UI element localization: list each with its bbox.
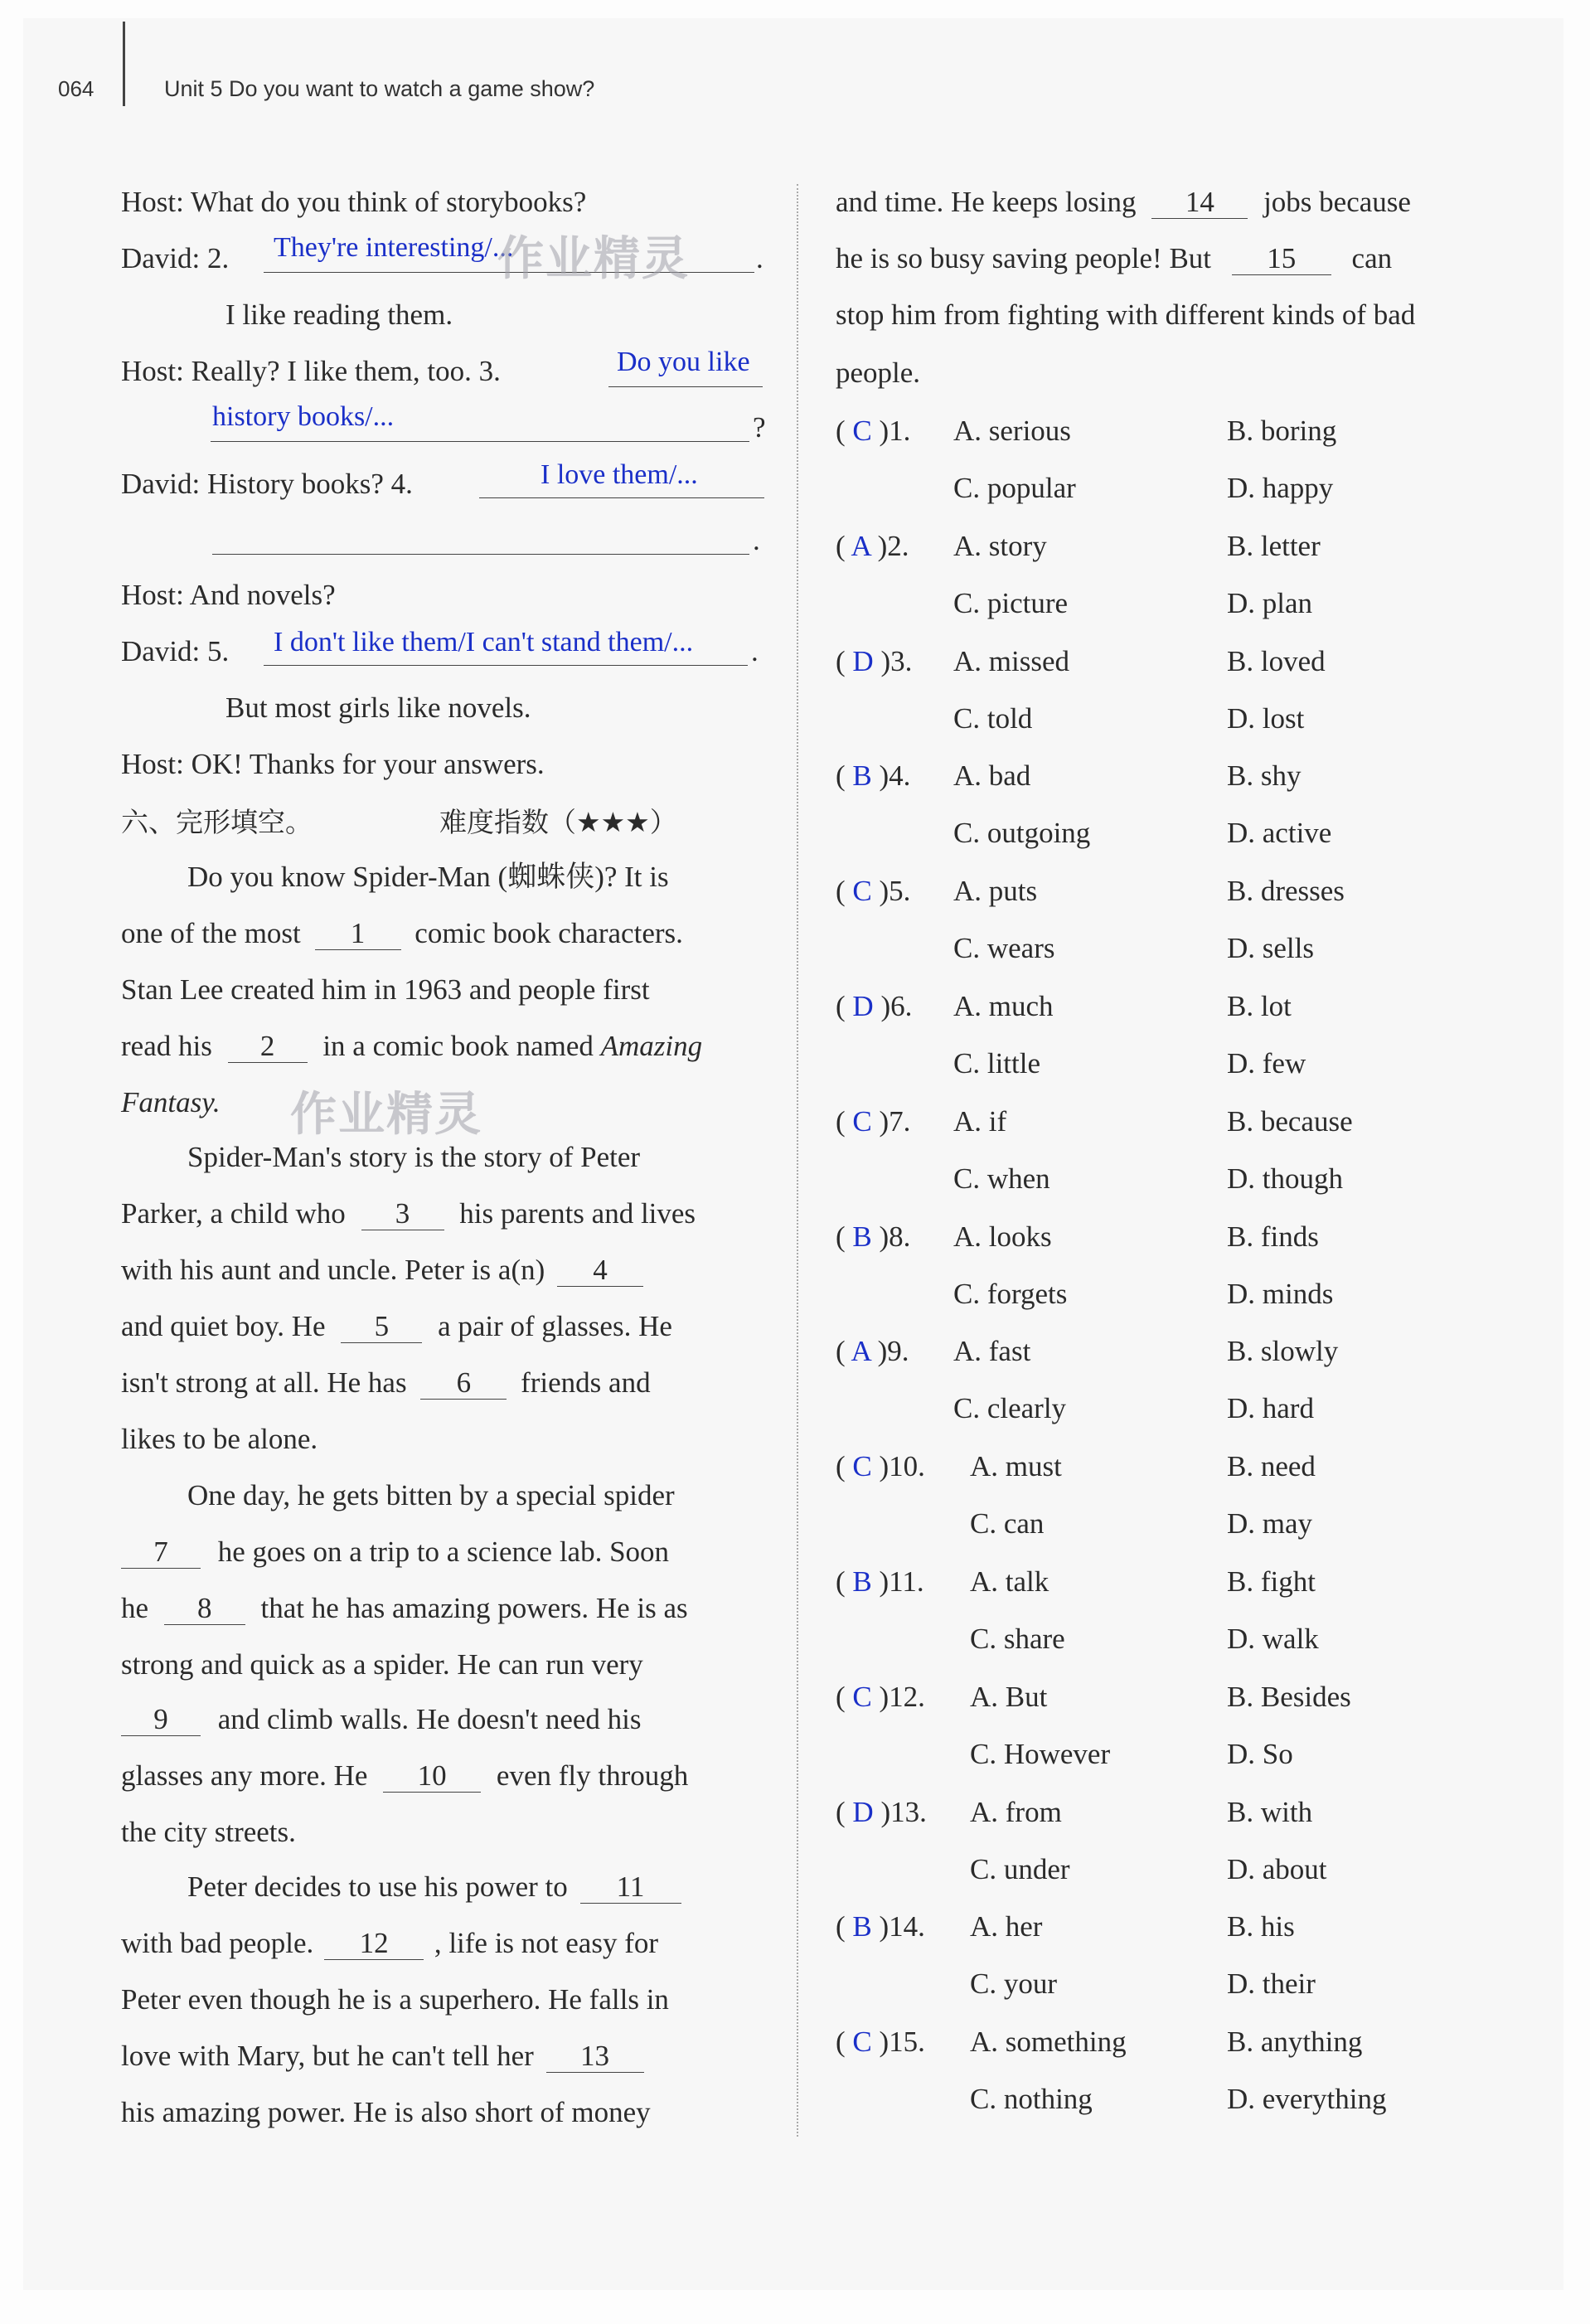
passage-line: the city streets. bbox=[121, 1816, 296, 1848]
option-d: D. about bbox=[1227, 1852, 1327, 1885]
passage-line: strong and quick as a spider. He can run very bbox=[121, 1648, 643, 1681]
option-d: D. plan bbox=[1227, 586, 1313, 619]
passage-line: read his 2 in a comic book named Amazing bbox=[121, 1030, 703, 1062]
blank-7: 7 bbox=[121, 1537, 201, 1569]
watermark: 作业精灵 bbox=[497, 232, 690, 286]
option-a: A. fast bbox=[953, 1335, 1031, 1368]
answer-3b: history books/... bbox=[212, 401, 395, 432]
question-number: ( C )15. bbox=[836, 2026, 925, 2059]
blank-12: 12 bbox=[324, 1929, 424, 1960]
period-5: . bbox=[751, 635, 759, 667]
question-answer: B bbox=[852, 1565, 872, 1598]
question-number: ( D )6. bbox=[836, 990, 913, 1022]
option-c: C. can bbox=[970, 1507, 1045, 1540]
question-answer: C bbox=[852, 1680, 872, 1713]
option-a: A. But bbox=[970, 1680, 1048, 1713]
option-d: D. their bbox=[1227, 1967, 1316, 2001]
period-4: . bbox=[753, 524, 760, 556]
option-a: A. if bbox=[953, 1104, 1007, 1138]
option-d: D. sells bbox=[1227, 932, 1314, 965]
question-answer: B bbox=[852, 759, 872, 793]
option-b: B. lot bbox=[1227, 990, 1292, 1022]
dialogue-host-novels: Host: And novels? bbox=[121, 579, 336, 611]
question-num: 11. bbox=[889, 1565, 924, 1598]
passage-line: Peter decides to use his power to 11 bbox=[187, 1872, 686, 1904]
option-a: A. missed bbox=[953, 644, 1069, 677]
question-number: ( A )9. bbox=[836, 1335, 909, 1368]
passage-line: Fantasy. bbox=[121, 1086, 221, 1118]
passage-line: One day, he gets bitten by a special spider bbox=[187, 1479, 675, 1511]
option-b: B. anything bbox=[1227, 2026, 1363, 2059]
question-number: ( C )12. bbox=[836, 1680, 925, 1713]
blank-10: 10 bbox=[383, 1761, 481, 1793]
option-a: A. from bbox=[970, 1795, 1062, 1828]
answer-4: I love them/... bbox=[541, 459, 698, 490]
question-answer: C bbox=[852, 415, 872, 447]
dialogue-david-5: David: 5. bbox=[121, 635, 230, 667]
question-num: 12. bbox=[889, 1680, 925, 1713]
option-c: C. popular bbox=[953, 472, 1076, 504]
question-answer: A bbox=[851, 1335, 870, 1368]
option-c: C. your bbox=[970, 1967, 1057, 2001]
answer-3b-line bbox=[211, 441, 749, 442]
passage-line: Spider-Man's story is the story of Peter bbox=[187, 1141, 641, 1173]
option-a: A. her bbox=[970, 1910, 1043, 1943]
passage-line: love with Mary, but he can't tell her 13 bbox=[121, 2041, 649, 2073]
option-b: B. letter bbox=[1227, 529, 1321, 562]
option-a: A. story bbox=[953, 529, 1047, 562]
question-number: ( C )7. bbox=[836, 1104, 911, 1138]
watermark: 作业精灵 bbox=[290, 1088, 482, 1142]
section-title: 六、完形填空。 bbox=[121, 806, 313, 838]
option-d: D. everything bbox=[1227, 2083, 1387, 2116]
passage-line: his amazing power. He is also short of money bbox=[121, 2096, 651, 2128]
option-d: D. minds bbox=[1227, 1277, 1334, 1310]
option-b: B. with bbox=[1227, 1795, 1313, 1828]
option-c: C. picture bbox=[953, 586, 1069, 619]
answer-2: They're interesting/... bbox=[274, 232, 514, 263]
option-d: D. though bbox=[1227, 1162, 1343, 1195]
question-answer: D bbox=[852, 1795, 874, 1828]
option-c: C. However bbox=[970, 1737, 1111, 1770]
option-c: C. little bbox=[953, 1047, 1040, 1080]
option-d: D. few bbox=[1227, 1047, 1306, 1080]
passage-line: Parker, a child who 3 his parents and lives bbox=[121, 1197, 696, 1230]
option-c: C. outgoing bbox=[953, 817, 1091, 850]
passage-line: with bad people. 12 , life is not easy for bbox=[121, 1927, 659, 1959]
question-number: ( D )13. bbox=[836, 1795, 927, 1828]
question-number: ( C )10. bbox=[836, 1450, 925, 1483]
answer-4-line-2 bbox=[212, 554, 749, 555]
section-difficulty: 难度指数（★★★） bbox=[439, 806, 677, 838]
question-num: 4. bbox=[889, 759, 911, 793]
question-num: 13. bbox=[890, 1795, 927, 1828]
dialogue-david-2: David: 2. bbox=[121, 242, 230, 274]
blank-2: 2 bbox=[228, 1031, 308, 1063]
option-d: D. hard bbox=[1227, 1392, 1314, 1425]
question-answer: C bbox=[852, 1450, 872, 1483]
option-a: A. talk bbox=[970, 1565, 1049, 1598]
blank-5: 5 bbox=[341, 1312, 422, 1343]
passage-line: one of the most 1 comic book characters. bbox=[121, 917, 683, 949]
option-d: D. lost bbox=[1227, 701, 1305, 735]
option-b: B. slowly bbox=[1227, 1335, 1339, 1368]
blank-15: 15 bbox=[1232, 244, 1331, 275]
option-b: B. dresses bbox=[1227, 875, 1345, 908]
option-b: B. need bbox=[1227, 1450, 1316, 1483]
question-number: ( B )8. bbox=[836, 1220, 911, 1253]
question-num: 15. bbox=[889, 2026, 925, 2059]
option-b: B. finds bbox=[1227, 1220, 1319, 1253]
passage-line: Peter even though he is a superhero. He falls in bbox=[121, 1983, 669, 2016]
passage-line: glasses any more. He 10 even fly through bbox=[121, 1759, 689, 1792]
period-2: . bbox=[756, 242, 763, 274]
option-b: B. shy bbox=[1227, 759, 1302, 793]
column-divider bbox=[797, 184, 798, 2137]
question-number: ( B )14. bbox=[836, 1910, 925, 1943]
option-d: D. active bbox=[1227, 817, 1332, 850]
answer-3a: Do you like bbox=[617, 347, 750, 377]
answer-4-line bbox=[479, 497, 764, 498]
question-num: 1. bbox=[889, 415, 911, 447]
question-number: ( C )5. bbox=[836, 875, 911, 908]
blank-9: 9 bbox=[121, 1705, 201, 1736]
passage-line: likes to be alone. bbox=[121, 1423, 318, 1455]
option-d: D. So bbox=[1227, 1737, 1293, 1770]
question-num: 3. bbox=[890, 644, 913, 677]
passage-line: he is so busy saving people! But 15 can bbox=[836, 242, 1393, 274]
question-number: ( A )2. bbox=[836, 529, 909, 562]
blank-14: 14 bbox=[1151, 187, 1248, 219]
question-number: ( C )1. bbox=[836, 415, 911, 447]
passage-line: Do you know Spider-Man (蜘蛛侠)? It is bbox=[187, 861, 669, 893]
option-a: A. must bbox=[970, 1450, 1062, 1483]
passage-line: and quiet boy. He 5 a pair of glasses. He bbox=[121, 1310, 672, 1342]
question-num: 14. bbox=[889, 1910, 925, 1943]
option-c: C. forgets bbox=[953, 1277, 1068, 1310]
option-b: B. fight bbox=[1227, 1565, 1316, 1598]
option-b: B. his bbox=[1227, 1910, 1295, 1943]
option-a: A. bad bbox=[953, 759, 1031, 793]
question-num: 7. bbox=[889, 1104, 911, 1138]
passage-line: stop him from fighting with different kinds of bad bbox=[836, 298, 1416, 331]
option-d: D. walk bbox=[1227, 1623, 1319, 1655]
dialogue-host-3: Host: Really? I like them, too. 3. bbox=[121, 355, 501, 387]
answer-5: I don't like them/I can't stand them/... bbox=[274, 627, 694, 657]
question-num: 6. bbox=[890, 990, 913, 1022]
question-num: 10. bbox=[889, 1450, 925, 1483]
question-number: ( B )11. bbox=[836, 1565, 924, 1598]
question-number: ( B )4. bbox=[836, 759, 911, 793]
dialogue-host-ok: Host: OK! Thanks for your answers. bbox=[121, 748, 545, 780]
option-a: A. much bbox=[953, 990, 1054, 1022]
unit-title: Unit 5 Do you want to watch a game show? bbox=[164, 76, 595, 101]
dialogue-line-after-5: But most girls like novels. bbox=[225, 691, 531, 724]
question-answer: C bbox=[852, 875, 872, 908]
blank-3: 3 bbox=[361, 1199, 444, 1230]
passage-line: isn't strong at all. He has 6 friends and bbox=[121, 1366, 651, 1399]
dialogue-host-1: Host: What do you think of storybooks? bbox=[121, 186, 587, 218]
blank-4: 4 bbox=[557, 1255, 643, 1287]
option-a: A. something bbox=[970, 2026, 1127, 2059]
question-mark-3: ? bbox=[753, 411, 766, 444]
question-answer: B bbox=[852, 1910, 872, 1943]
option-c: C. wears bbox=[953, 932, 1055, 965]
blank-8: 8 bbox=[164, 1594, 245, 1625]
option-a: A. looks bbox=[953, 1220, 1052, 1253]
passage-line: he 8 that he has amazing powers. He is as bbox=[121, 1592, 688, 1624]
question-answer: C bbox=[852, 2026, 872, 2059]
blank-13: 13 bbox=[546, 2041, 644, 2073]
passage-line: Stan Lee created him in 1963 and people first bbox=[121, 973, 650, 1006]
question-num: 5. bbox=[889, 875, 911, 908]
blank-6: 6 bbox=[420, 1368, 507, 1400]
option-b: B. because bbox=[1227, 1104, 1353, 1138]
option-c: C. nothing bbox=[970, 2083, 1093, 2116]
page-number: 064 bbox=[58, 76, 95, 101]
answer-5-line bbox=[264, 665, 748, 666]
question-answer: C bbox=[852, 1104, 872, 1138]
option-c: C. clearly bbox=[953, 1392, 1067, 1425]
dialogue-david-4: David: History books? 4. bbox=[121, 468, 413, 500]
option-d: D. may bbox=[1227, 1507, 1313, 1540]
passage-line: 7 he goes on a trip to a science lab. Soon bbox=[121, 1537, 669, 1569]
question-answer: D bbox=[852, 990, 874, 1022]
option-c: C. share bbox=[970, 1623, 1065, 1655]
passage-line: 9 and climb walls. He doesn't need his bbox=[121, 1705, 642, 1736]
option-d: D. happy bbox=[1227, 472, 1334, 504]
question-num: 8. bbox=[889, 1220, 911, 1253]
option-c: C. under bbox=[970, 1852, 1070, 1885]
passage-line: with his aunt and uncle. Peter is a(n) 4 bbox=[121, 1255, 648, 1287]
option-c: C. when bbox=[953, 1162, 1050, 1195]
header-divider bbox=[123, 22, 125, 106]
question-num: 9. bbox=[887, 1335, 909, 1368]
blank-1: 1 bbox=[315, 919, 401, 950]
answer-3a-line bbox=[608, 386, 763, 387]
blank-11: 11 bbox=[580, 1872, 681, 1904]
dialogue-line-after-2: I like reading them. bbox=[225, 298, 453, 331]
question-answer: A bbox=[851, 529, 870, 562]
option-b: B. loved bbox=[1227, 644, 1326, 677]
question-number: ( D )3. bbox=[836, 644, 913, 677]
question-answer: D bbox=[852, 644, 874, 677]
option-b: B. boring bbox=[1227, 415, 1337, 447]
passage-line: and time. He keeps losing 14 jobs because bbox=[836, 186, 1411, 218]
option-b: B. Besides bbox=[1227, 1680, 1351, 1713]
question-num: 2. bbox=[887, 529, 909, 562]
passage-line: people. bbox=[836, 357, 921, 389]
option-a: A. serious bbox=[953, 415, 1071, 447]
option-c: C. told bbox=[953, 701, 1033, 735]
question-answer: B bbox=[852, 1220, 872, 1253]
option-a: A. puts bbox=[953, 875, 1038, 908]
